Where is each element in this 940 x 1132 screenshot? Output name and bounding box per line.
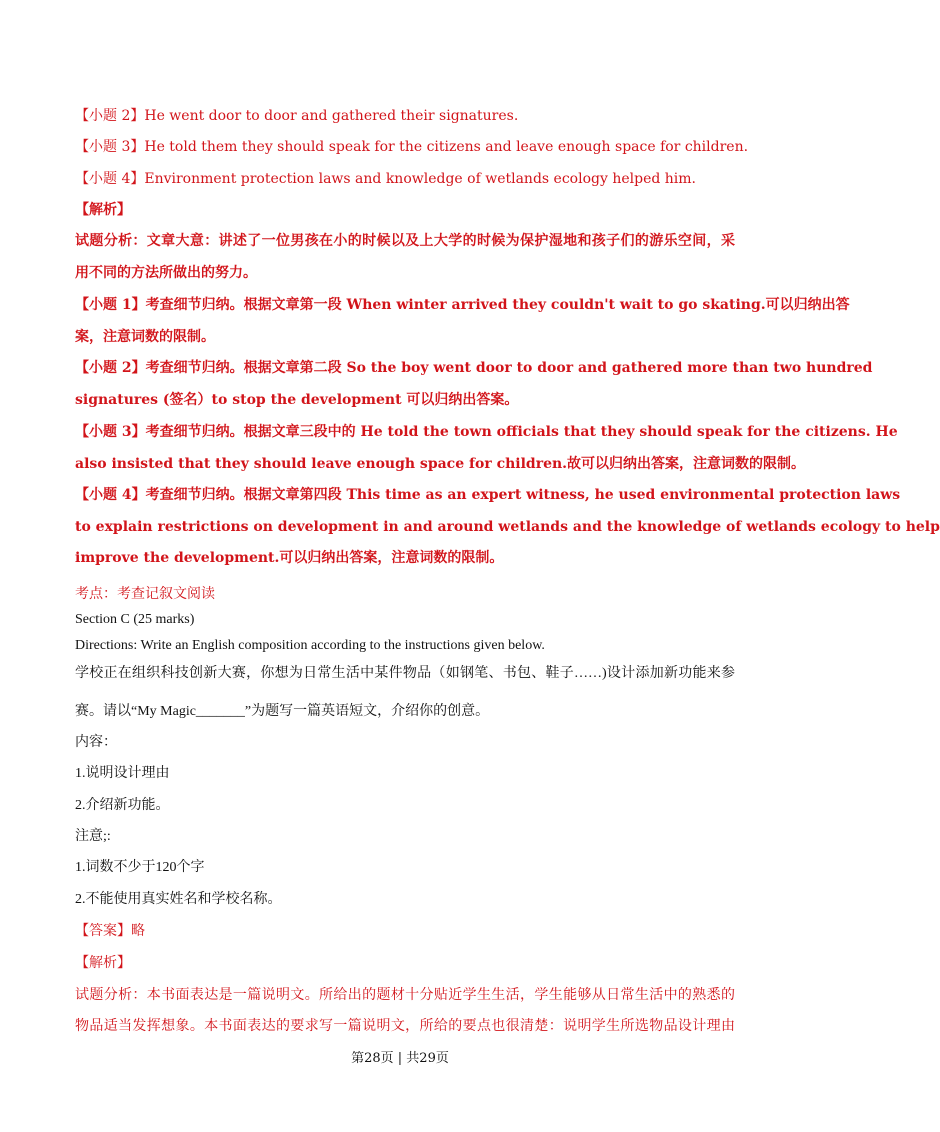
summary-line-2: 用不同的方法所做出的努力。 <box>75 265 257 281</box>
answer-label: 【答案】略 <box>75 923 145 939</box>
content-item-1: 1.说明设计理由 <box>75 766 170 781</box>
answer-q4: 【小题 4】Environment protection laws and knowledge of wetlands ecology helped him. <box>75 171 696 187</box>
q2-explain-line-1: 【小题 2】考查细节归纳。根据文章第二段 So the boy went door to door and gathered more than two hundred <box>75 360 873 376</box>
page-footer: 第28页 | 共29页 <box>351 1051 449 1066</box>
q2-explain-line-2: signatures (签名）to stop the development 可以归纳出答案。 <box>75 392 519 408</box>
analysis-heading-2: 【解析】 <box>75 955 131 971</box>
content-heading: 内容： <box>75 735 117 750</box>
note-item-2: 2.不能使用真实姓名和学校名称。 <box>75 892 282 907</box>
note-item-1: 1.词数不少于120个字 <box>75 860 205 875</box>
q1-explain-line-1: 【小题 1】考查细节归纳。根据文章第一段 When winter arrived they couldn't wait to go skating.可以归纳出答 <box>75 297 850 313</box>
q4-explain-line-3: improve the development.可以归纳出答案，注意词数的限制。 <box>75 550 504 566</box>
notes-heading: 注意;: <box>75 829 111 844</box>
kaodian-label: 考点：考查记叙文阅读 <box>75 586 215 602</box>
summary-line-1: 试题分析：文章大意：讲述了一位男孩在小的时候以及上大学的时候为保护湿地和孩子们的游乐空间，采 <box>75 233 735 249</box>
analysis-heading: 【解析】 <box>75 202 131 218</box>
answer-q2: 【小题 2】He went door to door and gathered their signatures. <box>75 108 519 124</box>
prompt-line-1: 学校正在组织科技创新大赛，你想为日常生活中某件物品（如钢笔、书包、鞋子……)设计添加新功能来参 <box>75 666 735 681</box>
analysis-line-1: 试题分析：本书面表达是一篇说明文。所给出的题材十分贴近学生生活，学生能够从日常生活中的熟悉的 <box>75 987 735 1003</box>
q1-explain-line-2: 案，注意词数的限制。 <box>75 329 215 345</box>
analysis-line-2: 物品适当发挥想象。本书面表达的要求写一篇说明文，所给的要点也很清楚：说明学生所选物品设计理由 <box>75 1018 735 1034</box>
answer-q3: 【小题 3】He told them they should speak for the citizens and leave enough space for children. <box>75 139 749 155</box>
prompt-line-2: 赛。请以“My Magic_______”为题写一篇英语短文，介绍你的创意。 <box>75 704 490 719</box>
directions-text: Directions: Write an English composition according to the instructions given below. <box>75 638 545 653</box>
section-c-heading: Section C (25 marks) <box>75 612 195 627</box>
q4-explain-line-1: 【小题 4】考查细节归纳。根据文章第四段 This time as an expert witness, he used environmental protection laws <box>75 487 901 503</box>
q4-explain-line-2: to explain restrictions on development in and around wetlands and the knowledge of wetlands ecology to help <box>75 519 940 535</box>
q3-explain-line-1: 【小题 3】考查细节归纳。根据文章三段中的 He told the town officials that they should speak for the citizens. He <box>75 424 898 440</box>
q3-explain-line-2: also insisted that they should leave enough space for children.故可以归纳出答案，注意词数的限制。 <box>75 456 806 472</box>
content-item-2: 2.介绍新功能。 <box>75 798 170 813</box>
